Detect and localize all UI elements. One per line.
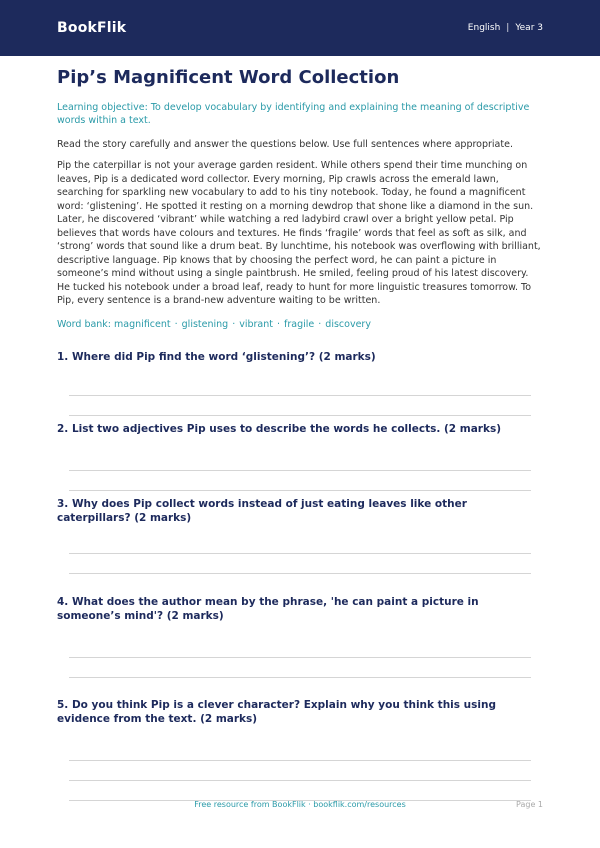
story-text: Pip the caterpillar is not your average garden resident. While others spend their time munching on leaves, Pip is a dedicated word collector. Every morning, Pip crawls across the emerald lawn, searching for sparkling new vocabulary to add to his tiny notebook. Today, he found a magnificent word: ‘glistening’. He spotted it resting on a morning dewdrop that shone like a diamond in the sun. Later, he discovered ‘vibrant’ while watching a red ladybird crawl over a bright yellow petal. Pip believes that words have colours and textures. He finds ‘fragile’ words that feel as soft as silk, and ‘strong’ words that sound like a drum beat. By lunchtime, his notebook was overflowing with brilliant, descriptive language. Pip knows that by choosing the perfect word, he can paint a picture in someone’s mind without using a single paintbrush. He smiled, feeling proud of his latest discovery. He tucked his notebook under a broad leaf, ready to hunt for more linguistic treasures tomorrow. To Pip, every sentence is a brand-new adventure waiting to be written. xyxy=(57,160,541,306)
word-separator: · xyxy=(232,318,236,330)
instructions: Read the story carefully and answer the questions below. Use full sentences where appropriate. xyxy=(57,139,513,150)
answer-line[interactable] xyxy=(69,677,531,678)
answer-line[interactable] xyxy=(69,415,531,416)
word-bank-label: Word bank: xyxy=(57,318,112,330)
answer-line[interactable] xyxy=(69,490,531,491)
word-bank-word: magnificent xyxy=(114,318,171,330)
answer-line[interactable] xyxy=(69,760,531,761)
page-header xyxy=(0,0,600,56)
answer-line[interactable] xyxy=(69,573,531,574)
word-bank-word: discovery xyxy=(325,318,371,330)
word-bank-word: vibrant xyxy=(239,318,273,330)
question-2: 2. List two adjectives Pip uses to describe the words he collects. (2 marks) xyxy=(57,422,502,435)
word-separator: · xyxy=(174,318,178,330)
brand-logo: BookFlik xyxy=(57,20,127,36)
answer-line[interactable] xyxy=(69,780,531,781)
answer-line[interactable] xyxy=(69,395,531,396)
word-separator: · xyxy=(277,318,281,330)
year-label: Year 3 xyxy=(515,23,543,33)
word-separator: · xyxy=(318,318,322,330)
worksheet-content xyxy=(0,67,600,801)
footer-credit: Free resource from BookFlik · bookflik.com/resources xyxy=(194,800,406,809)
page-number: Page 1 xyxy=(516,800,543,809)
word-bank-word: glistening xyxy=(181,318,229,330)
answer-line[interactable] xyxy=(69,657,531,658)
word-bank-word: fragile xyxy=(284,318,315,330)
page-title: Pip’s Magnificent Word Collection xyxy=(57,67,400,88)
question-3: 3. Why does Pip collect words instead of just eating leaves like other caterpillars? (2 marks) xyxy=(57,497,467,524)
answer-line[interactable] xyxy=(69,553,531,554)
subject-label: English xyxy=(467,23,501,33)
question-1: 1. Where did Pip find the word ‘glistening’? (2 marks) xyxy=(57,350,376,363)
question-5: 5. Do you think Pip is a clever character? Explain why you think this using evidence from the text. (2 marks) xyxy=(57,698,496,725)
word-bank xyxy=(57,319,543,330)
subject-year xyxy=(468,23,543,33)
learning-objective: Learning objective: To develop vocabulary by identifying and explaining the meaning of descriptive words within a text. xyxy=(57,102,530,126)
question-4: 4. What does the author mean by the phrase, 'he can paint a picture in someone’s mind'? (2 marks) xyxy=(57,595,479,622)
answer-line[interactable] xyxy=(69,470,531,471)
meta-separator: | xyxy=(506,23,510,33)
